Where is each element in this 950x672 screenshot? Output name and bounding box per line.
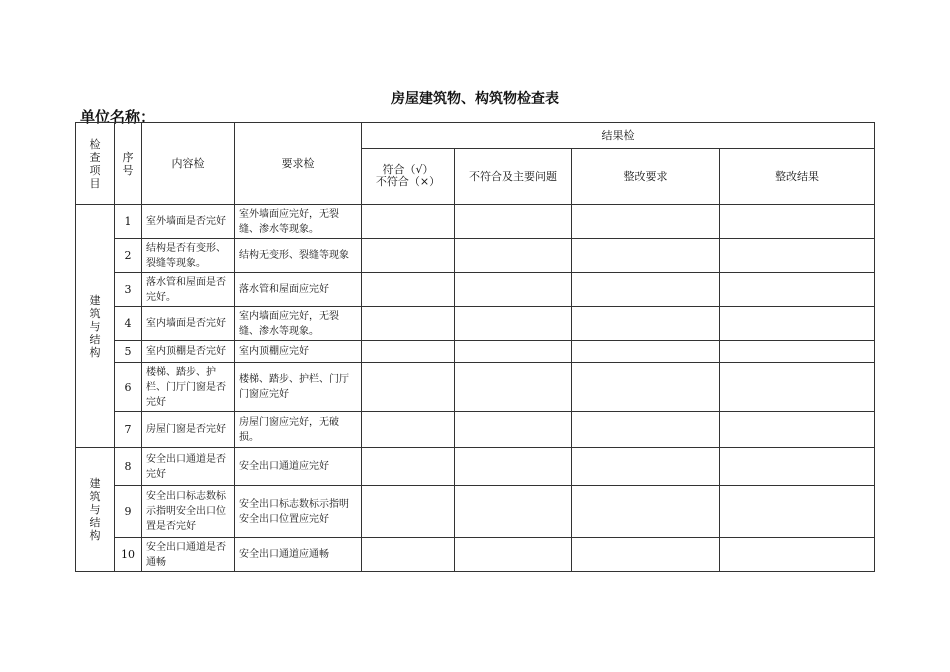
cell-conform[interactable]	[362, 448, 455, 486]
cell-problem[interactable]	[455, 205, 572, 239]
row-standard: 安全出口通道应完好	[235, 448, 362, 486]
row-number: 9	[115, 486, 142, 538]
cell-rectify-requirement[interactable]	[572, 307, 720, 341]
header-seq: 序 号	[115, 123, 142, 205]
table-row	[76, 486, 875, 538]
cell-rectify-requirement[interactable]	[572, 538, 720, 572]
inspection-table	[75, 122, 875, 572]
header-content: 内容检	[142, 123, 235, 205]
row-number: 10	[115, 538, 142, 572]
cell-rectify-result[interactable]	[720, 486, 875, 538]
row-number: 1	[115, 205, 142, 239]
cell-conform[interactable]	[362, 239, 455, 273]
row-standard: 安全出口标志数标示指明安全出口位置应完好	[235, 486, 362, 538]
table-row	[76, 412, 875, 448]
cell-conform[interactable]	[362, 538, 455, 572]
row-content: 室外墙面是否完好	[142, 205, 235, 239]
row-content: 落水管和屋面是否完好。	[142, 273, 235, 307]
cell-problem[interactable]	[455, 307, 572, 341]
table-row	[76, 239, 875, 273]
header-rectify-requirement: 整改要求	[572, 149, 720, 205]
category-cell: 建 筑 与 结 构	[76, 205, 115, 448]
cell-problem[interactable]	[455, 239, 572, 273]
row-standard: 安全出口通道应通畅	[235, 538, 362, 572]
cell-rectify-requirement[interactable]	[572, 273, 720, 307]
row-content: 室内墙面是否完好	[142, 307, 235, 341]
cell-rectify-result[interactable]	[720, 412, 875, 448]
row-standard: 室外墙面应完好，无裂缝、渗水等现象。	[235, 205, 362, 239]
cell-rectify-requirement[interactable]	[572, 412, 720, 448]
unit-name-label: 单位名称：	[80, 108, 156, 126]
cell-rectify-result[interactable]	[720, 363, 875, 412]
page-title: 房屋建筑物、构筑物检查表	[391, 91, 559, 107]
cell-problem[interactable]	[455, 273, 572, 307]
table-row	[76, 363, 875, 412]
header-rectify-result: 整改结果	[720, 149, 875, 205]
row-standard: 落水管和屋面应完好	[235, 273, 362, 307]
table-row	[76, 273, 875, 307]
row-standard: 室内墙面应完好，无裂缝、渗水等现象。	[235, 307, 362, 341]
cell-rectify-result[interactable]	[720, 239, 875, 273]
table-row	[76, 538, 875, 572]
row-standard: 室内顶棚应完好	[235, 341, 362, 363]
row-number: 4	[115, 307, 142, 341]
table-row	[76, 205, 875, 239]
row-number: 6	[115, 363, 142, 412]
row-content: 结构是否有变形、裂缝等现象。	[142, 239, 235, 273]
category-cell: 建 筑 与 结 构	[76, 448, 115, 572]
row-content: 安全出口通道是否通畅	[142, 538, 235, 572]
cell-rectify-requirement[interactable]	[572, 486, 720, 538]
row-standard: 楼梯、踏步、护栏、门厅门窗应完好	[235, 363, 362, 412]
row-content: 楼梯、踏步、护栏、门厅门窗是否完好	[142, 363, 235, 412]
header-problem: 不符合及主要问题	[455, 149, 572, 205]
row-standard: 结构无变形、裂缝等现象	[235, 239, 362, 273]
cell-problem[interactable]	[455, 448, 572, 486]
cell-problem[interactable]	[455, 341, 572, 363]
header-conform: 符合（√） 不符合（×）	[362, 149, 455, 205]
table-row	[76, 448, 875, 486]
row-number: 8	[115, 448, 142, 486]
cell-conform[interactable]	[362, 486, 455, 538]
cell-rectify-result[interactable]	[720, 538, 875, 572]
cell-rectify-requirement[interactable]	[572, 205, 720, 239]
header-result-group: 结果检	[362, 123, 875, 149]
cell-rectify-result[interactable]	[720, 307, 875, 341]
cell-conform[interactable]	[362, 412, 455, 448]
cell-problem[interactable]	[455, 412, 572, 448]
cell-conform[interactable]	[362, 273, 455, 307]
row-number: 7	[115, 412, 142, 448]
cell-conform[interactable]	[362, 363, 455, 412]
cell-rectify-requirement[interactable]	[572, 363, 720, 412]
cell-conform[interactable]	[362, 205, 455, 239]
cell-rectify-result[interactable]	[720, 341, 875, 363]
row-standard: 房屋门窗应完好，无破损。	[235, 412, 362, 448]
cell-rectify-requirement[interactable]	[572, 239, 720, 273]
row-number: 3	[115, 273, 142, 307]
cell-rectify-requirement[interactable]	[572, 341, 720, 363]
header-category: 检 查 项 目	[76, 123, 115, 205]
row-number: 2	[115, 239, 142, 273]
cell-problem[interactable]	[455, 486, 572, 538]
cell-problem[interactable]	[455, 538, 572, 572]
row-content: 室内顶棚是否完好	[142, 341, 235, 363]
cell-conform[interactable]	[362, 307, 455, 341]
row-content: 安全出口标志数标示指明安全出口位置是否完好	[142, 486, 235, 538]
row-content: 房屋门窗是否完好	[142, 412, 235, 448]
cell-conform[interactable]	[362, 341, 455, 363]
cell-problem[interactable]	[455, 363, 572, 412]
table-row	[76, 307, 875, 341]
table-row	[76, 341, 875, 363]
cell-rectify-result[interactable]	[720, 448, 875, 486]
header-standard: 要求检	[235, 123, 362, 205]
cell-rectify-result[interactable]	[720, 205, 875, 239]
cell-rectify-result[interactable]	[720, 273, 875, 307]
cell-rectify-requirement[interactable]	[572, 448, 720, 486]
row-number: 5	[115, 341, 142, 363]
row-content: 安全出口通道是否完好	[142, 448, 235, 486]
